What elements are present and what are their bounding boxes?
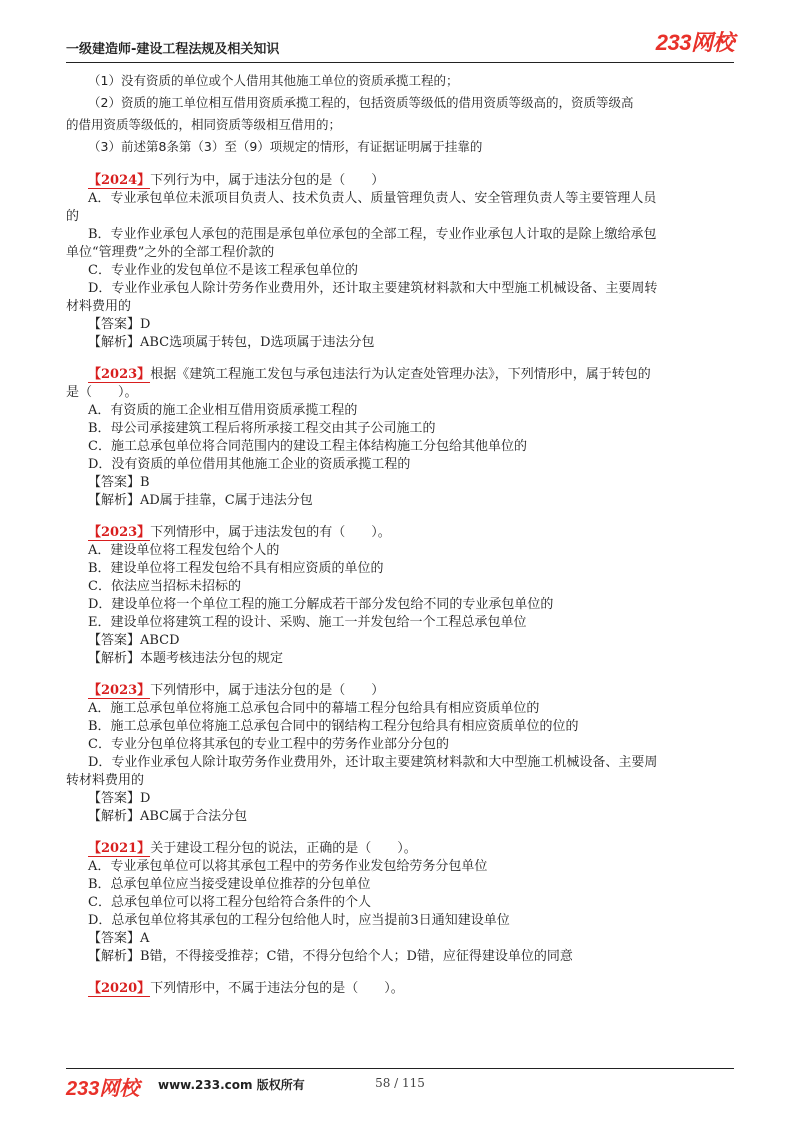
explanation-line: 【解析】本题考核违法分包的规定 xyxy=(88,651,284,666)
option-line: C．专业作业的发包单位不是该工程承包单位的 xyxy=(88,263,358,278)
question-block xyxy=(66,172,738,352)
question-text: 关于建设工程分包的说法，正确的是（ ）。 xyxy=(150,841,417,856)
explanation-line: 【解析】B错，不得接受推荐；C错，不得分包给个人；D错，应征得建设单位的同意 xyxy=(88,949,573,964)
question-text-continued: 是（ ）。 xyxy=(66,385,138,400)
explanation-line: 【解析】ABC选项属于转包，D选项属于违法分包 xyxy=(88,335,375,350)
option-line-continued: 的 xyxy=(66,209,80,224)
question-text: 下列行为中，属于违法分包的是（ ） xyxy=(150,173,385,188)
page-body xyxy=(66,70,738,998)
option-line: D．专业作业承包人除计取劳务作业费用外，还计取主要建筑材料款和大中型施工机械设备、主要周 xyxy=(88,755,658,770)
year-tag: 【2023】 xyxy=(88,525,151,540)
answer-line: 【答案】B xyxy=(88,475,150,490)
question-block xyxy=(66,366,738,510)
explanation-line: 【解析】AD属于挂靠，C属于违法分包 xyxy=(88,493,313,508)
option-line: B．母公司承接建筑工程后将所承接工程交由其子公司施工的 xyxy=(88,421,436,436)
option-line: D．总承包单位将其承包的工程分包给他人时，应当提前3日通知建设单位 xyxy=(88,913,510,928)
question-list xyxy=(66,172,738,998)
option-line: D．没有资质的单位借用其他施工企业的资质承揽工程的 xyxy=(88,457,411,472)
year-tag: 【2021】 xyxy=(88,841,151,856)
option-line: C．专业分包单位将其承包的专业工程中的劳务作业部分分包的 xyxy=(88,737,449,752)
question-text: 根据《建筑工程施工发包与承包违法行为认定查处管理办法》，下列情形中，属于转包的 xyxy=(150,367,651,382)
footer-logo: 233网校 xyxy=(66,1078,140,1100)
option-line: D．专业作业承包人除计劳务作业费用外，还计取主要建筑材料款和大中型施工机械设备、主要周转 xyxy=(88,281,658,296)
question-text: 下列情形中，属于违法发包的有（ ）。 xyxy=(150,525,391,540)
option-line: B．总承包单位应当接受建设单位推荐的分包单位 xyxy=(88,877,371,892)
option-line-continued: 单位“管理费”之外的全部工程价款的 xyxy=(66,245,275,260)
question-text: 下列情形中，不属于违法分包的是（ ）。 xyxy=(150,981,404,996)
answer-line: 【答案】D xyxy=(88,317,151,332)
option-line: B．建设单位将工程发包给不具有相应资质的单位的 xyxy=(88,561,384,576)
intro-line: （3）前述第8条第（3）至（9）项规定的情形，有证据证明属于挂靠的 xyxy=(88,139,483,154)
question-block xyxy=(66,840,738,966)
document-title: 一级建造师-建设工程法规及相关知识 xyxy=(66,42,280,57)
explanation-line: 【解析】ABC属于合法分包 xyxy=(88,809,248,824)
page-number: 58 / 115 xyxy=(375,1076,425,1090)
question-stem xyxy=(66,682,738,700)
question-stem xyxy=(66,980,738,998)
question-stem xyxy=(66,172,738,190)
question-text: 下列情形中，属于违法分包的是（ ） xyxy=(150,683,385,698)
year-tag: 【2023】 xyxy=(88,367,151,382)
year-tag: 【2020】 xyxy=(88,981,151,996)
header-divider xyxy=(66,62,734,63)
question-block xyxy=(66,524,738,668)
option-line: A．专业承包单位可以将其承包工程中的劳务作业发包给劳务分包单位 xyxy=(88,859,488,874)
question-stem xyxy=(66,840,738,858)
option-line: A．建设单位将工程发包给个人的 xyxy=(88,543,280,558)
year-tag: 【2023】 xyxy=(88,683,151,698)
answer-line: 【答案】ABCD xyxy=(88,633,180,648)
intro-line: 的借用资质等级低的，相同资质等级相互借用的； xyxy=(66,117,342,132)
intro-paragraph xyxy=(66,70,738,158)
answer-line: 【答案】A xyxy=(88,931,150,946)
option-line: C．依法应当招标未招标的 xyxy=(88,579,241,594)
option-line: C．总承包单位可以将工程分包给符合条件的个人 xyxy=(88,895,371,910)
option-line: B．专业作业承包人承包的范围是承包单位承包的全部工程，专业作业承包人计取的是除上缴给承包 xyxy=(88,227,657,242)
option-line-continued: 材料费用的 xyxy=(66,299,132,314)
question-block xyxy=(66,980,738,998)
question-stem xyxy=(66,366,738,384)
year-tag: 【2024】 xyxy=(88,173,151,188)
intro-line: （1）没有资质的单位或个人借用其他施工单位的资质承揽工程的； xyxy=(88,73,459,88)
option-line: A．施工总承包单位将施工总承包合同中的幕墙工程分包给具有相应资质单位的 xyxy=(88,701,540,716)
option-line: A．有资质的施工企业相互借用资质承揽工程的 xyxy=(88,403,358,418)
option-line: D．建设单位将一个单位工程的施工分解成若干部分发包给不同的专业承包单位的 xyxy=(88,597,554,612)
option-line: B．施工总承包单位将施工总承包合同中的钢结构工程分包给具有相应资质单位的位的 xyxy=(88,719,579,734)
footer-divider xyxy=(66,1068,734,1069)
question-block xyxy=(66,682,738,826)
footer-copyright: www.233.com 版权所有 xyxy=(158,1078,305,1092)
option-line: C．施工总承包单位将合同范围内的建设工程主体结构施工分包给其他单位的 xyxy=(88,439,527,454)
intro-line: （2）资质的施工单位相互借用资质承揽工程的，包括资质等级低的借用资质等级高的，资质等级高 xyxy=(88,95,634,110)
question-stem xyxy=(66,524,738,542)
option-line-continued: 转材料费用的 xyxy=(66,773,145,788)
option-line: A．专业承包单位未派项目负责人、技术负责人、质量管理负责人、安全管理负责人等主要管理人员 xyxy=(88,191,657,206)
option-line: E．建设单位将建筑工程的设计、采购、施工一并发包给一个工程总承包单位 xyxy=(88,615,527,630)
brand-logo: 233网校 xyxy=(655,30,734,55)
answer-line: 【答案】D xyxy=(88,791,151,806)
